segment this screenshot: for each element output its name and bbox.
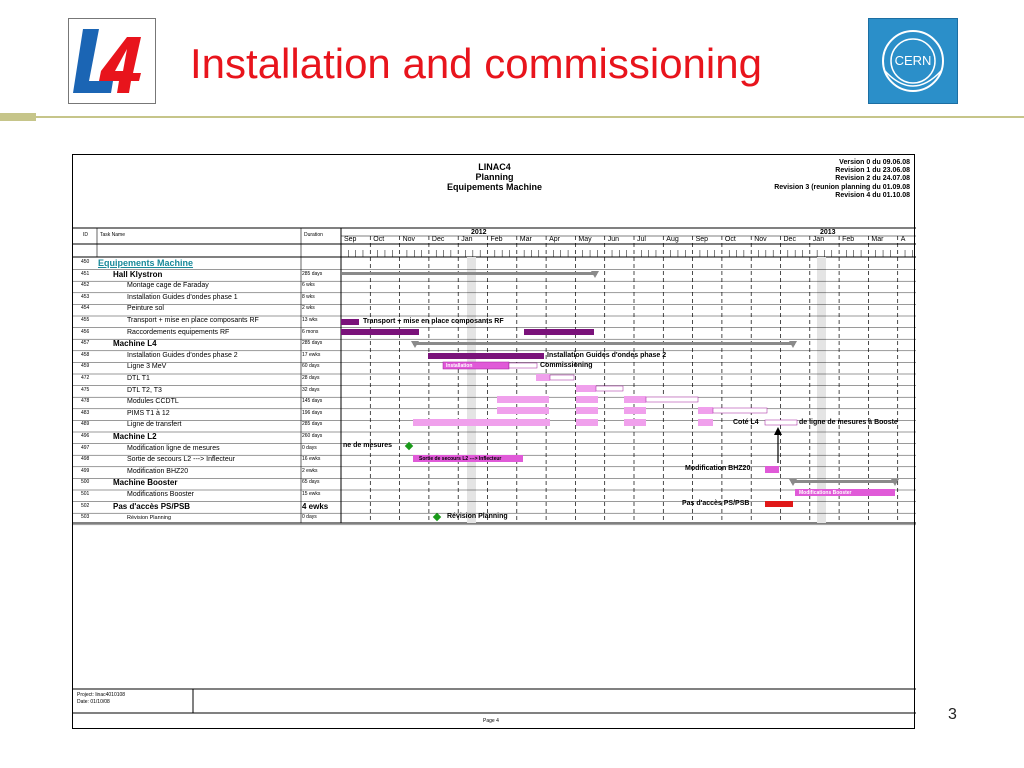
task-id: 500 bbox=[81, 479, 90, 486]
task-id: 451 bbox=[81, 270, 90, 277]
label-sortie: Sortie de secours L2 ---> Inflecteur bbox=[419, 456, 502, 462]
task-duration: 15 ewks bbox=[302, 491, 321, 497]
bar-dtl-t2-b bbox=[596, 386, 623, 391]
month-header: Oct bbox=[373, 236, 385, 243]
footer-project: Project: linac4010108 bbox=[77, 692, 126, 698]
task-id: 475 bbox=[81, 386, 90, 393]
task-name: Raccordements equipements RF bbox=[127, 328, 230, 336]
year-2013: 2013 bbox=[820, 229, 836, 236]
task-id: 455 bbox=[81, 317, 90, 323]
revision-line: Revision 1 du 23.06.08 bbox=[835, 167, 910, 175]
label-transport: Transport + mise en place composants RF bbox=[363, 318, 504, 325]
label-installation: Installation bbox=[446, 363, 473, 369]
task-id: 452 bbox=[81, 282, 90, 289]
bar-transfert-d bbox=[698, 419, 713, 426]
label-guides-2: Installation Guides d'ondes phase 2 bbox=[547, 352, 667, 359]
task-name: Ligne 3 MeV bbox=[127, 363, 167, 371]
task-duration: 6 wks bbox=[302, 282, 315, 289]
task-id: 497 bbox=[81, 444, 90, 451]
task-name: Hall Klystron bbox=[113, 269, 163, 279]
slide-number: 3 bbox=[948, 706, 957, 723]
month-header: Jul bbox=[637, 236, 646, 243]
label-ne-de-mesures: ne de mesures bbox=[343, 442, 393, 449]
task-id: 483 bbox=[81, 409, 90, 416]
task-duration: 285 days bbox=[302, 270, 323, 277]
gantt-bars bbox=[73, 155, 916, 730]
bar-pims-e bbox=[713, 408, 767, 413]
task-duration: 65 days bbox=[302, 479, 320, 486]
task-id: 502 bbox=[81, 502, 90, 509]
sheet-title-line-3: Equipements Machine bbox=[446, 182, 543, 192]
month-header: Jun bbox=[607, 236, 619, 243]
task-id: 459 bbox=[81, 363, 90, 370]
task-name: DTL T1 bbox=[127, 375, 150, 382]
sheet-title-line-1: LINAC4 bbox=[478, 162, 511, 172]
task-id: 450 bbox=[81, 259, 90, 265]
task-id: 454 bbox=[81, 305, 90, 312]
bar-ccdtl-d bbox=[646, 397, 698, 402]
bar-transport bbox=[341, 319, 359, 325]
task-duration: 8 wks bbox=[302, 293, 315, 300]
task-duration: 17 ewks bbox=[302, 351, 321, 358]
label-cote-l4: Coté L4 bbox=[733, 419, 759, 426]
bar-ccdtl-b bbox=[576, 396, 598, 403]
bar-pims-b bbox=[576, 407, 598, 414]
revision-line: Revision 3 (reunion planning du 01.09.08 bbox=[774, 183, 910, 191]
task-name: Modifications Booster bbox=[127, 491, 194, 498]
task-name: Montage cage de Faraday bbox=[127, 282, 209, 290]
task-name: Peinture sol bbox=[127, 305, 164, 313]
bar-dtl-t2 bbox=[576, 385, 596, 392]
svg-text:CERN: CERN bbox=[894, 53, 932, 68]
month-header: A bbox=[900, 236, 906, 243]
summary-bar-hall-klystron bbox=[342, 272, 597, 275]
month-header: Mar bbox=[519, 236, 532, 243]
label-revision: Révision Planning bbox=[447, 513, 508, 520]
task-duration: 260 days bbox=[302, 433, 323, 439]
revision-line: Revision 2 du 24.07.08 bbox=[835, 175, 910, 183]
footer-page: Page 4 bbox=[483, 718, 499, 724]
milestone-mesures bbox=[405, 442, 413, 450]
bar-ccdtl-c bbox=[624, 396, 646, 403]
task-id: 478 bbox=[81, 398, 90, 405]
task-id: 489 bbox=[81, 421, 90, 428]
task-id: 501 bbox=[81, 491, 90, 497]
bar-dtl-t1 bbox=[536, 374, 550, 381]
cern-logo bbox=[868, 18, 958, 104]
task-duration: 196 days bbox=[302, 409, 323, 416]
label-commissioning: Commissioning bbox=[540, 362, 593, 369]
task-name: DTL T2, T3 bbox=[127, 386, 162, 394]
bar-pims bbox=[497, 407, 549, 414]
slide-title: Installation and commissioning bbox=[190, 40, 762, 87]
bar-transfert-e bbox=[765, 420, 797, 425]
task-duration: 0 days bbox=[302, 444, 317, 451]
bar-pims-d bbox=[698, 407, 713, 414]
task-name: Transport + mise en place composants RF bbox=[127, 317, 259, 324]
bar-dtl-t1-b bbox=[550, 375, 574, 380]
revision-line: Version 0 du 09.06.08 bbox=[839, 159, 910, 166]
task-name: PIMS T1 à 12 bbox=[127, 409, 170, 417]
task-duration: 4 ewks bbox=[302, 501, 329, 511]
task-id: 503 bbox=[81, 514, 90, 521]
month-header: Feb bbox=[842, 236, 855, 243]
bar-ccdtl bbox=[497, 396, 549, 403]
task-duration: 13 wks bbox=[302, 317, 318, 323]
task-duration: 2 wks bbox=[302, 305, 315, 312]
col-header-id: ID bbox=[83, 232, 88, 238]
task-id: 498 bbox=[81, 456, 90, 463]
arrow-head bbox=[774, 427, 782, 435]
task-duration: 16 ewks bbox=[302, 456, 321, 463]
bar-transfert-c bbox=[624, 419, 646, 426]
task-id: 472 bbox=[81, 375, 90, 381]
task-duration: 60 days bbox=[302, 363, 320, 370]
task-name: Modification BHZ20 bbox=[127, 467, 189, 475]
year-2012: 2012 bbox=[471, 229, 487, 236]
month-header: Nov bbox=[402, 236, 416, 243]
month-header: Dec bbox=[431, 236, 445, 243]
label-bhz20: Modification BHZ20 bbox=[685, 465, 751, 472]
month-header: Jan bbox=[461, 236, 473, 243]
l4-logo bbox=[68, 18, 156, 104]
task-name: Modification ligne de mesures bbox=[127, 444, 220, 452]
task-name: Ligne de transfert bbox=[127, 421, 182, 429]
header-rule bbox=[0, 113, 1024, 123]
bar-guides-2 bbox=[428, 353, 544, 359]
month-header: Aug bbox=[666, 236, 679, 243]
task-id: 456 bbox=[81, 328, 90, 335]
task-duration: 2 ewks bbox=[302, 467, 318, 474]
task-duration: 6 mons bbox=[302, 328, 319, 335]
task-name: Installation Guides d'ondes phase 2 bbox=[127, 351, 238, 359]
col-header-duration: Duration bbox=[304, 232, 323, 238]
month-header: Apr bbox=[549, 236, 560, 243]
label-ligne-mesures: de ligne de mesures à Booste bbox=[799, 419, 898, 426]
bar-commissioning bbox=[509, 363, 537, 368]
sheet-title-line-2: Planning bbox=[475, 172, 514, 182]
month-header: Sep bbox=[695, 236, 709, 243]
month-header: Dec bbox=[783, 236, 796, 243]
task-name: Equipements Machine bbox=[98, 258, 194, 268]
label-booster: Modifications Booster bbox=[799, 490, 852, 496]
bar-transfert bbox=[413, 419, 550, 426]
bar-ps-psb bbox=[765, 501, 793, 507]
task-name: Sortie de secours L2 ---> Inflecteur bbox=[127, 456, 235, 464]
task-duration: 145 days bbox=[302, 398, 323, 405]
summary-bar-booster bbox=[791, 480, 897, 483]
task-name: Machine L4 bbox=[113, 339, 157, 349]
month-header: Sep bbox=[344, 236, 357, 243]
task-id: 496 bbox=[81, 433, 90, 439]
task-name: Pas d'accès PS/PSB bbox=[113, 501, 191, 511]
bar-raccordements bbox=[341, 329, 419, 335]
month-header: Feb bbox=[490, 236, 503, 243]
task-id: 453 bbox=[81, 293, 90, 300]
month-header: Jan bbox=[812, 236, 825, 243]
task-name: Machine L2 bbox=[113, 432, 157, 441]
task-id: 458 bbox=[81, 351, 90, 358]
footer-date: Date: 01/10/08 bbox=[77, 699, 110, 705]
milestone-revision bbox=[433, 513, 441, 521]
col-header-task: Task Name bbox=[100, 232, 126, 238]
task-name: Machine Booster bbox=[113, 478, 178, 488]
summary-bar-machine-l4 bbox=[413, 342, 795, 345]
revision-line: Revision 4 du 01.10.08 bbox=[835, 191, 910, 199]
task-duration: 0 days bbox=[302, 514, 317, 521]
bar-transfert-b bbox=[576, 419, 598, 426]
month-header: May bbox=[578, 236, 592, 243]
task-duration: 285 days bbox=[302, 421, 323, 428]
label-ps-psb: Pas d'accès PS/PSB bbox=[682, 500, 750, 507]
task-name: Révision Planning bbox=[127, 515, 172, 522]
task-id: 457 bbox=[81, 340, 90, 347]
task-duration: 28 days bbox=[302, 375, 320, 381]
bar-pims-c bbox=[624, 407, 646, 414]
month-header: Mar bbox=[871, 236, 884, 243]
month-header: Nov bbox=[754, 236, 767, 243]
task-duration: 32 days bbox=[302, 386, 320, 393]
bar-bhz20 bbox=[765, 466, 779, 473]
gantt-sheet bbox=[72, 154, 915, 729]
task-duration: 285 days bbox=[302, 340, 323, 347]
task-id: 499 bbox=[81, 467, 90, 474]
task-name: Installation Guides d'ondes phase 1 bbox=[127, 293, 238, 301]
task-name: Modules CCDTL bbox=[127, 398, 179, 406]
month-header: Oct bbox=[724, 236, 736, 243]
bar-raccordements-2 bbox=[524, 329, 594, 335]
